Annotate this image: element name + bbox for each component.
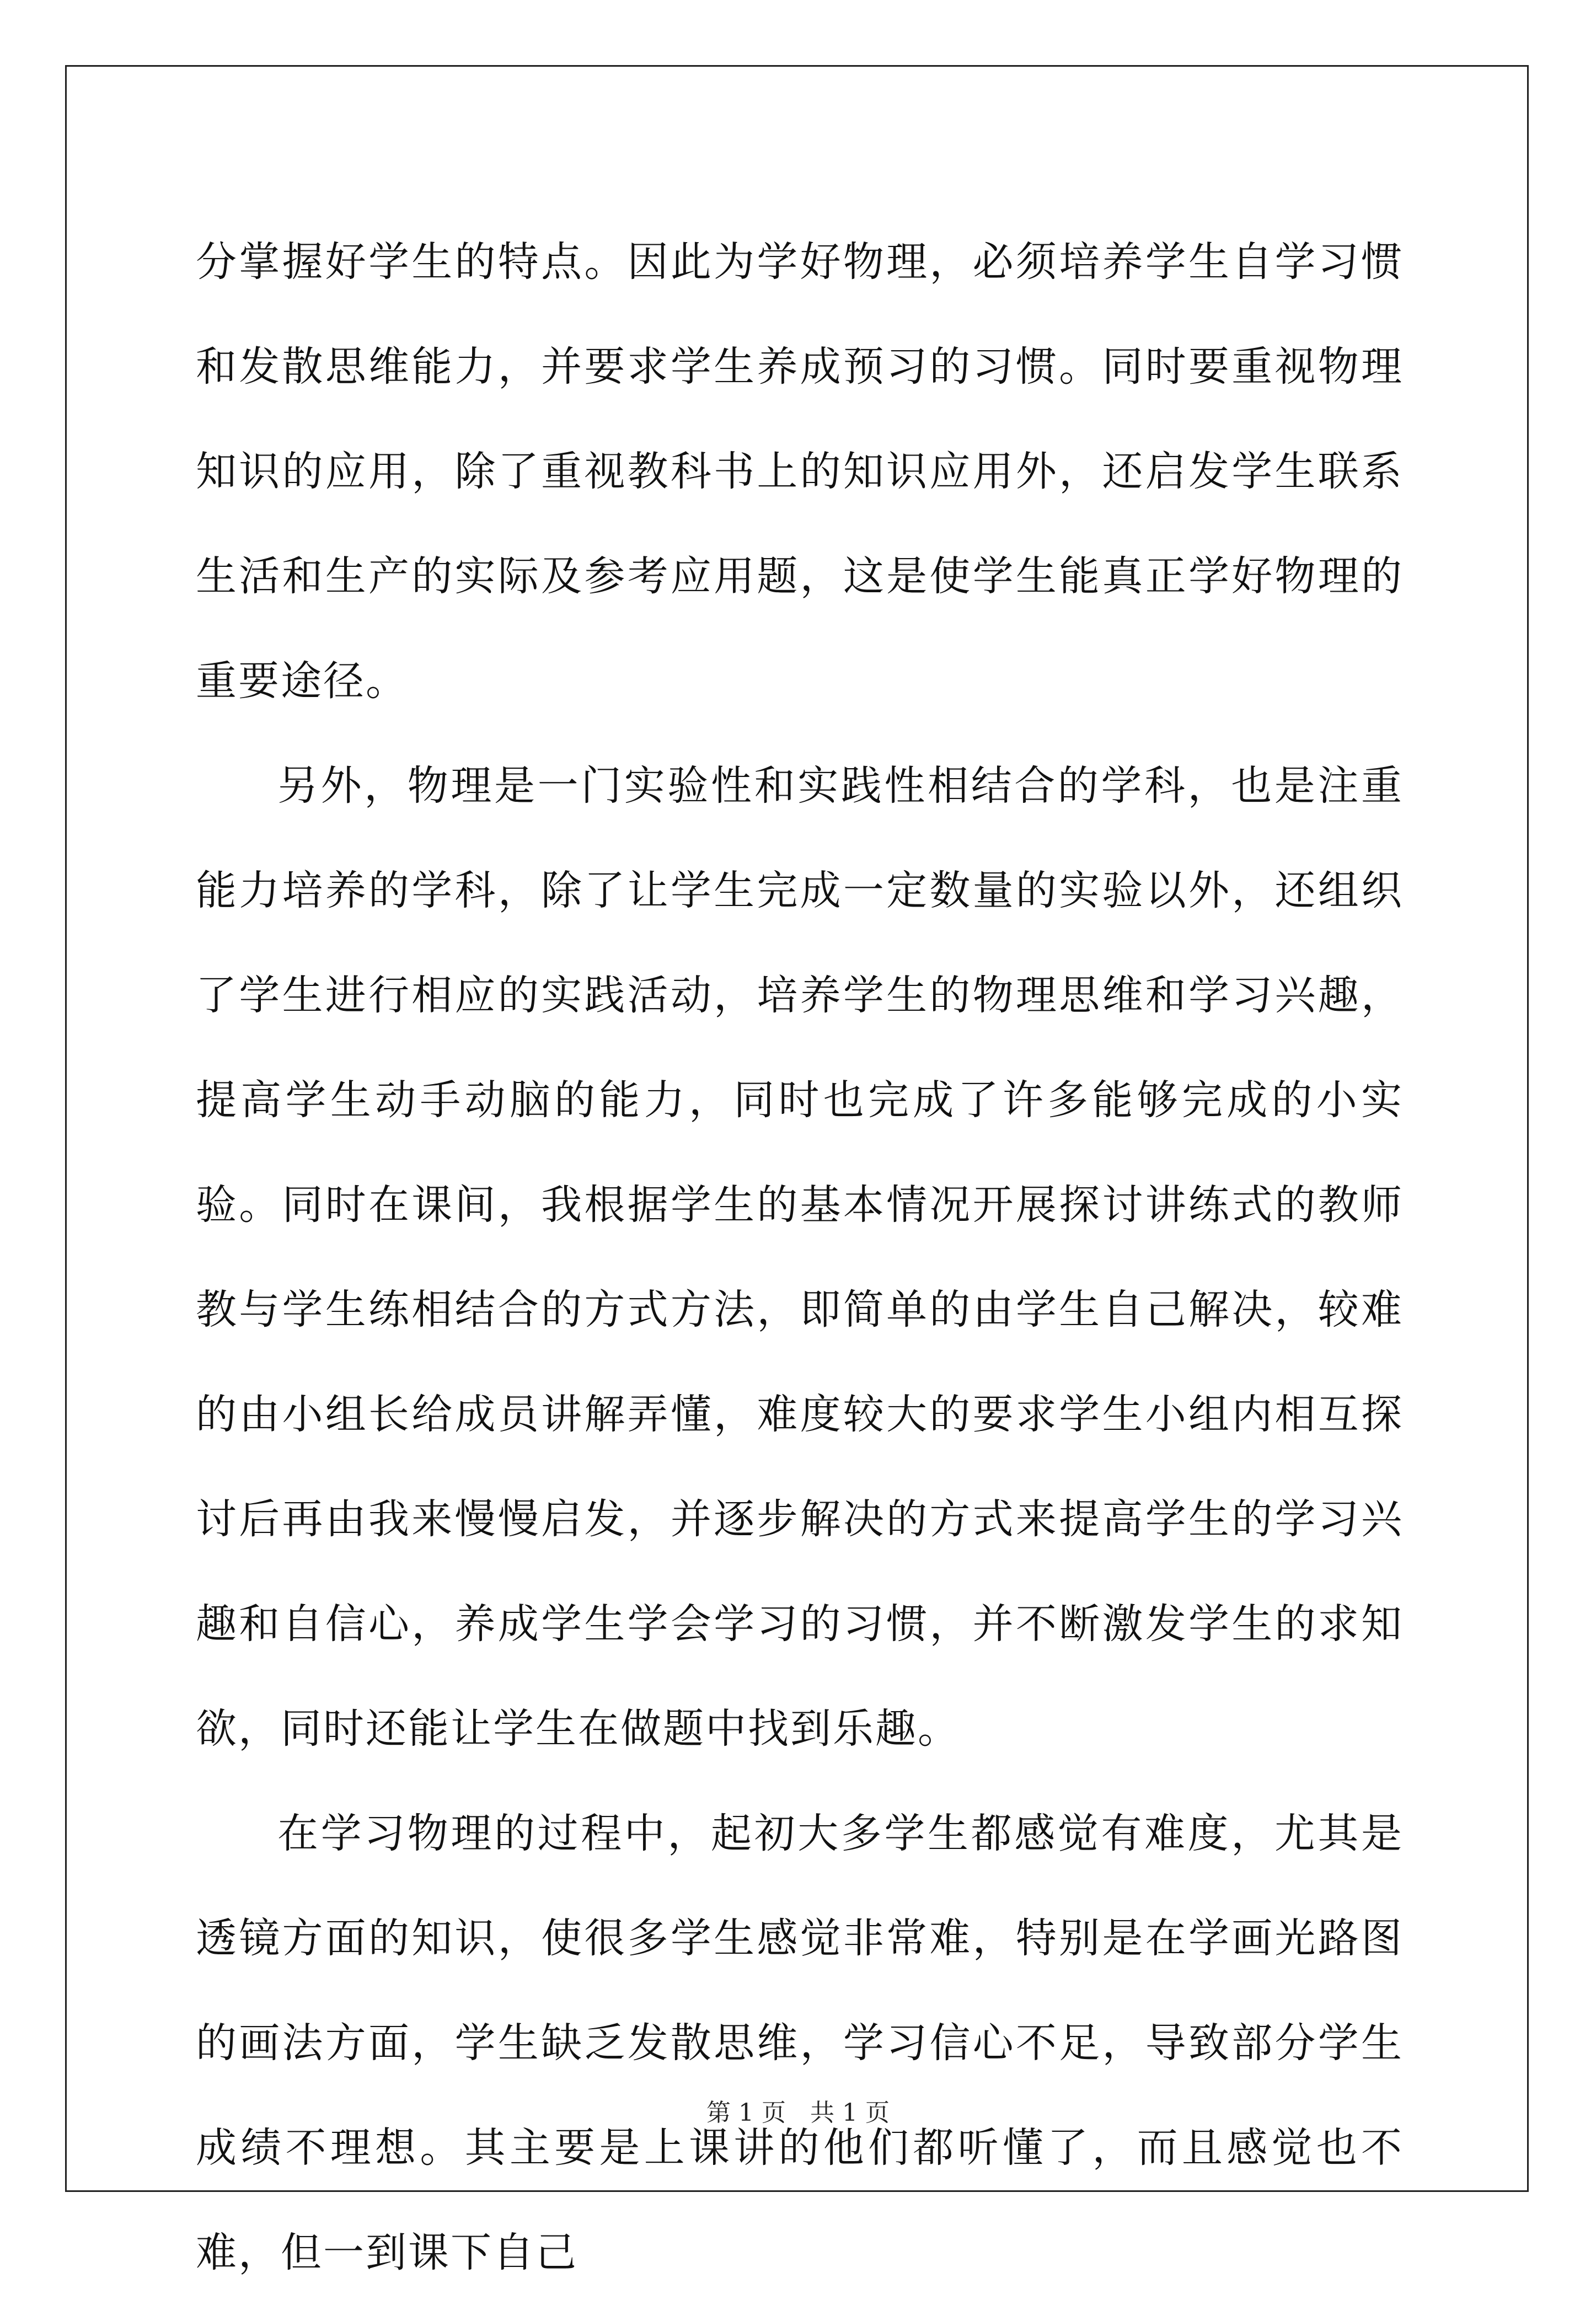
paragraph-2: 另外，物理是一门实验性和实践性相结合的学科，也是注重能力培养的学科，除了让学生完成一定数量的实验以外，还组织了学生进行相应的实践活动，培养学生的物理思维和学习兴趣，提高学生动手动脑的能力，同时也完成了许多能够完成的小实验。同时在课间，我根据学生的基本情况开展探讨讲练式的教师教与学生练相结合的方式方法，即简单的由学生自己解决，较难的由小组长给成员讲解弄懂，难度较大的要求学生小组内相互探讨后再由我来慢慢启发，并逐步解决的方式来提高学生的学习兴趣和自信心，养成学生学会学习的习惯，并不断激发学生的求知欲，同时还能让学生在做题中找到乐趣。 bbox=[196, 762, 1404, 1752]
page-footer: 第 1 页 共 1 页 bbox=[706, 2099, 890, 2127]
paragraph-3: 在学习物理的过程中，起初大多学生都感觉有难度，尤其是透镜方面的知识，使很多学生感觉非常难，特别是在学画光路图的画法方面，学生缺乏发散思维，学习信心不足，导致部分学生成绩不理想。其主要是上课讲的他们都听懂了，而且感觉也不难，但一到课下自己 bbox=[196, 1810, 1404, 2276]
document-body bbox=[196, 210, 1404, 2305]
paragraph-1: 分掌握好学生的特点。因此为学好物理，必须培养学生自学习惯和发散思维能力，并要求学生养成预习的习惯。同时要重视物理知识的应用，除了重视教科书上的知识应用外，还启发学生联系生活和生产的实际及参考应用题，这是使学生能真正学好物理的重要途径。 bbox=[196, 238, 1404, 705]
